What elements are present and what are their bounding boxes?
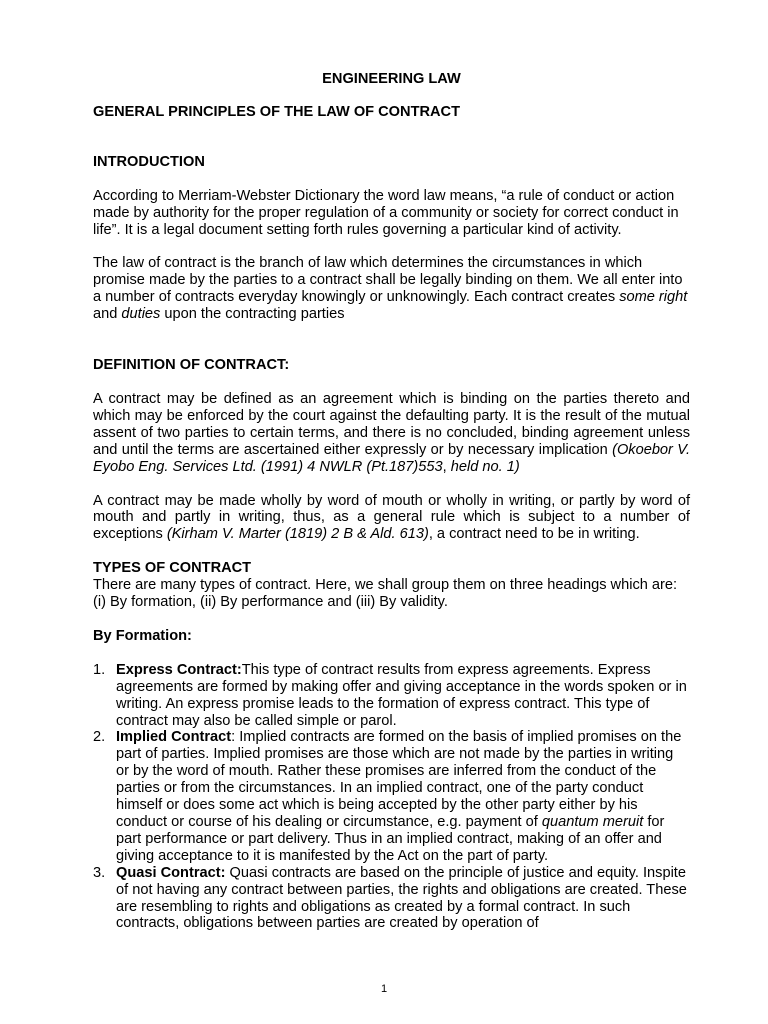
def-p2-citation: (Kirham V. Marter (1819) 2 B & Ald. 613) <box>166 526 429 543</box>
list-item-number: 3. <box>93 864 106 881</box>
definition-heading: DEFINITION OF CONTRACT: <box>93 357 290 374</box>
list-item-number: 2. <box>93 729 106 746</box>
def-p1-text-a: A contract may be defined as an agreement which is binding on the parties thereto and which may be enforced by the court against the defaulting party. It is the result of the mutual assent of two parties to certain terms, and there is no concluded, binding agreement unless and until the terms are ascertained either expressly or by necessary implication <box>93 390 690 458</box>
intro-p2-text-b: and <box>93 306 122 323</box>
formation-heading: By Formation: <box>93 627 192 644</box>
def-p2-text-a: A contract may be made wholly by word of mouth or wholly in writing, or partly by word of mouth and partly in writing, thus, as a general rule which is subject to a number of exceptions <box>93 492 690 543</box>
document-subtitle: GENERAL PRINCIPLES OF THE LAW OF CONTRACT <box>93 103 461 120</box>
introduction-heading: INTRODUCTION <box>93 153 205 170</box>
intro-p2-italic-duties: duties <box>121 306 161 323</box>
list-item-text: Quasi contracts are based on the principle of justice and equity. Inspite of not having any contract between parties, the rights and obligations are created. These are resembling to rights and obligations as created by a formal contract. In such contracts, obligations between parties are created by operation of <box>116 864 687 932</box>
list-item-italic: quantum meruit <box>541 814 644 830</box>
page-number: 1 <box>380 983 388 995</box>
document-title: ENGINEERING LAW <box>322 71 461 87</box>
intro-p2-text-c: upon the contracting parties <box>160 306 345 323</box>
list-item <box>93 662 690 730</box>
list-item-text: This type of contract results from express agreements. Express agreements are formed by making offer and giving acceptance in the words spoken or in writing. An express promise leads to the formation of express contract. This type of contract may also be called simple or parol. <box>116 661 687 729</box>
introduction-paragraph-1: According to Merriam-Webster Dictionary the word law means, “a rule of conduct or action made by authority for the proper regulation of a community or society for correct conduct in life”. It is a legal document setting forth rules governing a particular kind of activity. <box>93 187 679 238</box>
list-item-number: 1. <box>93 661 106 678</box>
types-intro: There are many types of contract. Here, we shall group them on three headings which are: (i) By formation, (ii) By performance and (iii) By validity. <box>93 577 678 611</box>
definition-paragraph-1 <box>93 391 690 476</box>
list-item-text-continued: for part performance or part delivery. Thus in an implied contract, making of an offer and giving acceptance to it is manifested by the Act on the part of party. <box>116 814 665 864</box>
intro-p2-italic-rights: some right <box>619 289 688 306</box>
intro-p2-text-a: The law of contract is the branch of law which determines the circumstances in which promise made by the parties to a contract shall be legally binding on them. We all enter into a number of contracts everyday knowingly or unknowingly. Each contract creates <box>93 255 683 306</box>
def-p1-text-b: , <box>442 458 451 475</box>
definition-paragraph-2 <box>93 493 690 544</box>
def-p1-citation-held: held no. 1) <box>450 458 520 475</box>
types-heading: TYPES OF CONTRACT <box>93 560 252 577</box>
list-item <box>93 729 690 864</box>
list-item-text: : Implied contracts are formed on the basis of implied promises on the part of parties. Implied promises are those which are not made by the parties in writing or by the word of mouth. Rather these promises are inferred from the conduct of the parties or from the circumstances. In an implied contract, one of the party conduct himself or does some act which is being accepted by the other party either by his conduct or course of his dealing or circumstance, e.g. payment of <box>116 729 682 830</box>
def-p2-text-b: , a contract need to be in writing. <box>428 526 640 543</box>
list-item <box>93 865 690 933</box>
contract-types-list <box>93 662 690 933</box>
list-item-term: Quasi Contract: <box>116 864 226 881</box>
list-item-term: Implied Contract <box>116 729 232 746</box>
introduction-paragraph-2 <box>93 255 690 323</box>
def-p1-citation: (Okoebor V. Eyobo Eng. Services Ltd. (1991) 4 NWLR (Pt.187)553 <box>93 441 691 475</box>
list-item-term: Express Contract: <box>116 661 242 678</box>
